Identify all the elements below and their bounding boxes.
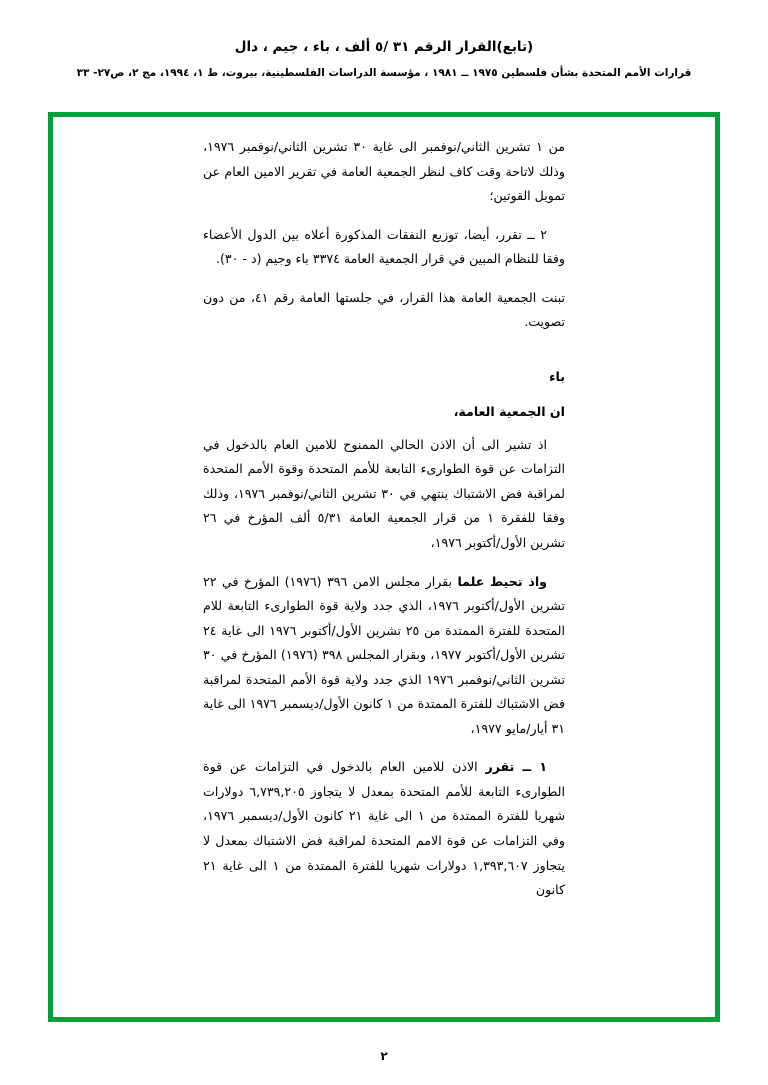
page-number: ٢ <box>380 1049 388 1063</box>
paragraph-lead: واذ تحيط علما <box>457 573 547 589</box>
section-subject-heading: ان الجمعية العامة، <box>453 403 565 419</box>
document-title: (تابع)القرار الرقم ٣١ /٥ ألف ، باء ، جيم ، دال <box>234 39 534 55</box>
resolution-adoption-note: تبنت الجمعية العامة هذا القرار، في جلستها العامة رقم ٤١، من دون تصويت. <box>203 289 565 330</box>
paragraph-block: اذ تشير الى أن الاذن الحالي الممنوح للامين العام بالدخول في التزامات عن قوة الطوارىء التابعة للأمم المتحدة وقوة الأمم المتحدة لمراقبة فض الاشتباك ينتهي في ٣٠ تشرين الثاني/نوفمبر ١٩٧٦، وذلك وفقا للفقرة ١ من قرار الجمعية العامة ٥/٣١ ألف المؤرخ في ٢٦ تشرين الأول/أكتوبر ١٩٧٦، <box>203 436 565 551</box>
paragraph-lead: ١ ــ تقرر <box>485 759 547 775</box>
content-frame <box>48 112 720 1022</box>
page-header <box>0 0 768 82</box>
paragraph-block: واذ تحيط علما بقرار مجلس الامن ٣٩٦ (١٩٧٦) المؤرخ في ٢٢ تشرين الأول/أكتوبر ١٩٧٦، الذي جدد ولاية قوة الطوارىء التابعة للام المتحدة للفترة الممتدة من ٢٥ تشرين الأول/أكتوبر ١٩٧٦ الى غاية ٢٤ تشرين الأول/أكتوبر ١٩٧٧، وبقرار المجلس ٣٩٨ (١٩٧٦) المؤرخ في ٣٠ تشرين الثاني/نوفمبر ١٩٧٦ الذي جدد ولاية قوة الأمم المتحدة لمراقبة فض الاشتباك للفترة الممتدة من ١ كانون الأول/ديسمبر ١٩٧٦ الى غاية ٣١ أيار/مايو ١٩٧٧، <box>203 573 566 736</box>
document-source-line: قرارات الأمم المتحدة بشأن فلسطين ١٩٧٥ ــ ١٩٨١ ، مؤسسة الدراسات الفلسطينية، بيروت، ط ١، ١٩٩٤، مج ٢، ص٢٧- ٣٣ <box>76 66 692 79</box>
document-body <box>203 135 565 903</box>
paragraph-block: ٢ ــ تقرر، أيضا، توزيع النفقات المذكورة أعلاه بين الدول الأعضاء وفقا للنظام المبين في قرار الجمعية العامة ٣٣٧٤ باء وجيم (د - ٣٠). <box>203 226 565 267</box>
section-letter-heading: باء <box>549 368 565 384</box>
paragraph-block: ١ ــ تقرر الاذن للامين العام بالدخول في التزامات عن قوة الطوارىء التابعة للأمم المتحدة بمعدل لا يتجاوز ٦,٧٣٩,٢٠٥ دولارات شهريا للفترة الممتدة من ١ الى غاية ٢١ كانون الأول/ديسمبر ١٩٧٦، وفي التزامات عن قوة الامم المتحدة لمراقبة فض الاشتباك بمعدل لا يتجاوز ١,٣٩٣,٦٠٧ دولارات شهريا للفترة الممتدة من ١ الى غاية ٢١ كانون <box>203 759 566 898</box>
paragraph-block: من ١ تشرين الثاني/نوفمبر الى غاية ٣٠ تشرين الثاني/نوفمبر ١٩٧٦، وذلك لاتاحة وقت كاف لنظر الجمعية العامة في تقرير الامين العام عن تمويل القوتين؛ <box>203 139 566 204</box>
